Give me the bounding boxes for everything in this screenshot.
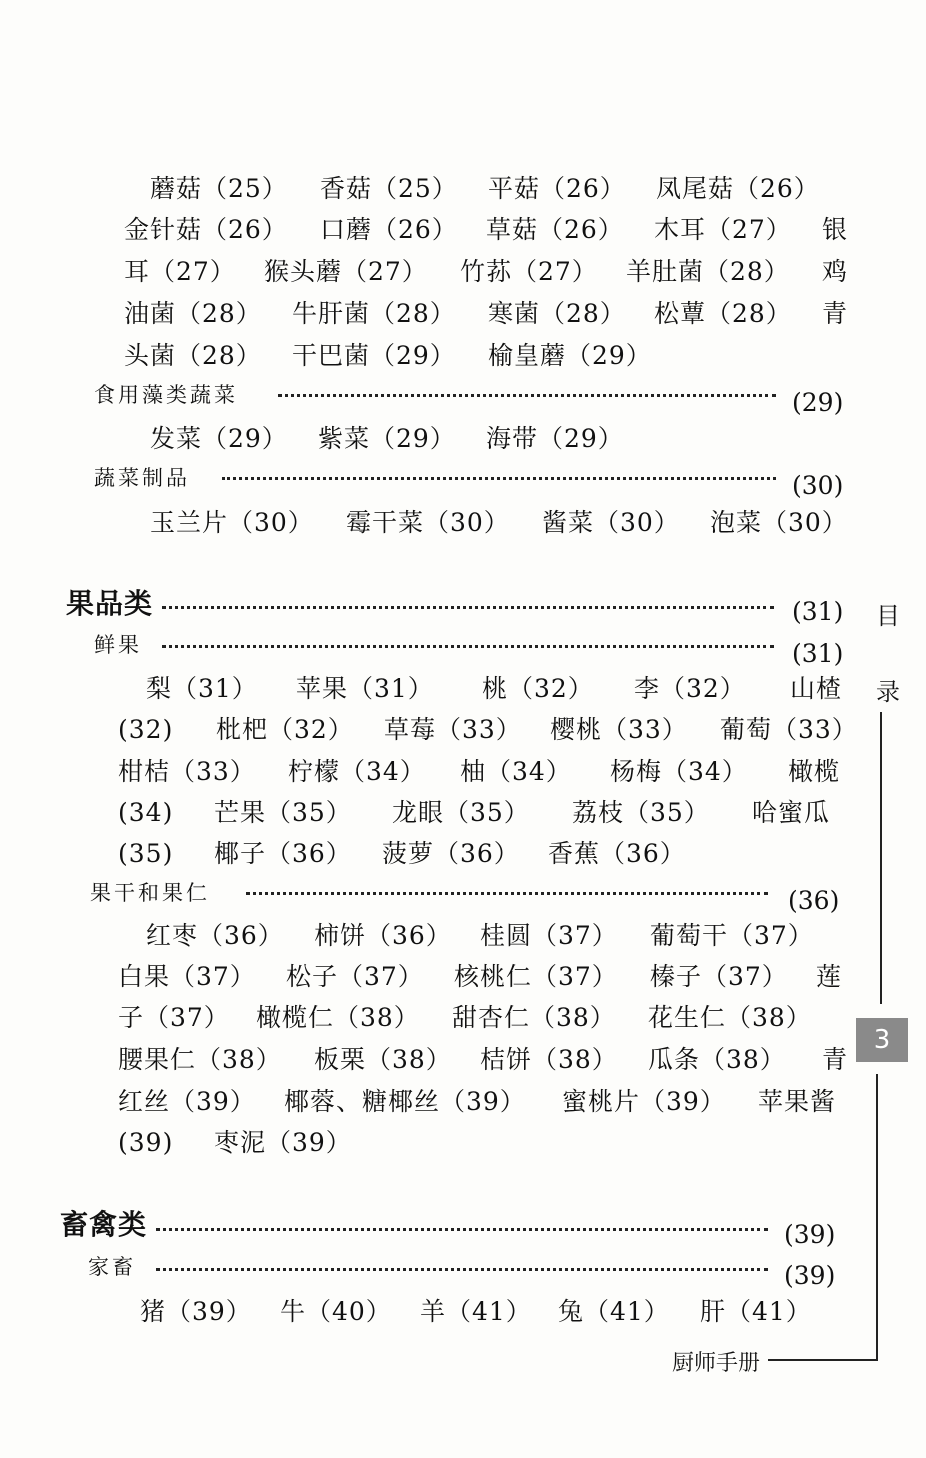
toc-entry-line: (32) 枇杷（32） 草莓（33） 樱桃（33） 葡萄（33） bbox=[118, 715, 858, 744]
toc-entry-line: (34) 芒果（35） 龙眼（35） 荔枝（35） 哈蜜瓜 bbox=[118, 798, 831, 827]
leader-dots bbox=[156, 1226, 768, 1231]
subsection-title: 果干和果仁 bbox=[90, 881, 210, 905]
leader-dots bbox=[278, 392, 776, 397]
toc-entry-line: 梨（31） 苹果（31） 桃（32） 李（32） 山楂 bbox=[146, 674, 843, 703]
sidebar-rule bbox=[880, 712, 882, 1004]
toc-entry-line: 柑桔（33） 柠檬（34） 柚（34） 杨梅（34） 橄榄 bbox=[118, 757, 841, 786]
sidebar-char: 目 bbox=[876, 602, 900, 630]
toc-entry-line: 油菌（28） 牛肝菌（28） 寒菌（28） 松蕈（28） 青 bbox=[124, 299, 849, 328]
page-ref: (39) bbox=[784, 1261, 836, 1290]
leader-dots bbox=[162, 643, 774, 648]
toc-entry-line: 耳（27） 猴头蘑（27） 竹荪（27） 羊肚菌（28） 鸡 bbox=[124, 257, 849, 286]
toc-entry-line: (39) 枣泥（39） bbox=[118, 1128, 352, 1157]
toc-entry-line: 红枣（36） 柿饼（36） 桂圆（37） 葡萄干（37） bbox=[146, 921, 814, 950]
section-title: 畜禽类 bbox=[60, 1208, 148, 1241]
toc-entry-line: 红丝（39） 椰蓉、糖椰丝（39） 蜜桃片（39） 苹果酱 bbox=[118, 1087, 837, 1116]
subsection-title: 蔬菜制品 bbox=[94, 466, 190, 490]
subsection-title: 食用藻类蔬菜 bbox=[94, 383, 238, 407]
toc-entry-line: 猪（39） 牛（40） 羊（41） 兔（41） 肝（41） bbox=[140, 1297, 812, 1326]
leader-dots bbox=[246, 890, 768, 895]
toc-entry-line: 子（37） 橄榄仁（38） 甜杏仁（38） 花生仁（38） bbox=[118, 1003, 812, 1032]
subsection-title: 鲜果 bbox=[94, 633, 142, 657]
toc-entry-line: 发菜（29） 紫菜（29） 海带（29） bbox=[150, 424, 624, 453]
page-ref: (31) bbox=[792, 597, 844, 626]
toc-entry-line: 头菌（28） 干巴菌（29） 榆皇蘑（29） bbox=[124, 341, 652, 370]
leader-dots bbox=[162, 604, 774, 609]
toc-entry-line: (35) 椰子（36） 菠萝（36） 香蕉（36） bbox=[118, 839, 686, 868]
section-title: 果品类 bbox=[66, 587, 154, 620]
toc-entry-line: 玉兰片（30） 霉干菜（30） 酱菜（30） 泡菜（30） bbox=[150, 508, 848, 537]
sidebar-rule bbox=[876, 1074, 878, 1360]
page-number: 3 bbox=[856, 1018, 908, 1062]
leader-dots bbox=[156, 1266, 768, 1271]
leader-dots bbox=[222, 475, 776, 480]
footer-rule bbox=[768, 1359, 878, 1361]
page-ref: (36) bbox=[788, 886, 840, 915]
page-ref: (29) bbox=[792, 388, 844, 417]
toc-entry-line: 白果（37） 松子（37） 核桃仁（37） 榛子（37） 莲 bbox=[118, 962, 843, 991]
footer-title: 厨师手册 bbox=[672, 1351, 761, 1376]
subsection-title: 家畜 bbox=[88, 1255, 136, 1279]
sidebar-char: 录 bbox=[876, 678, 900, 706]
toc-entry-line: 金针菇（26） 口蘑（26） 草菇（26） 木耳（27） 银 bbox=[124, 215, 849, 244]
toc-entry-line: 腰果仁（38） 板栗（38） 桔饼（38） 瓜条（38） 青 bbox=[118, 1045, 849, 1074]
toc-entry-line: 蘑菇（25） 香菇（25） 平菇（26） 凤尾菇（26） bbox=[150, 174, 820, 203]
page-ref: (39) bbox=[784, 1220, 836, 1249]
page-ref: (30) bbox=[792, 471, 844, 500]
page-ref: (31) bbox=[792, 639, 844, 668]
